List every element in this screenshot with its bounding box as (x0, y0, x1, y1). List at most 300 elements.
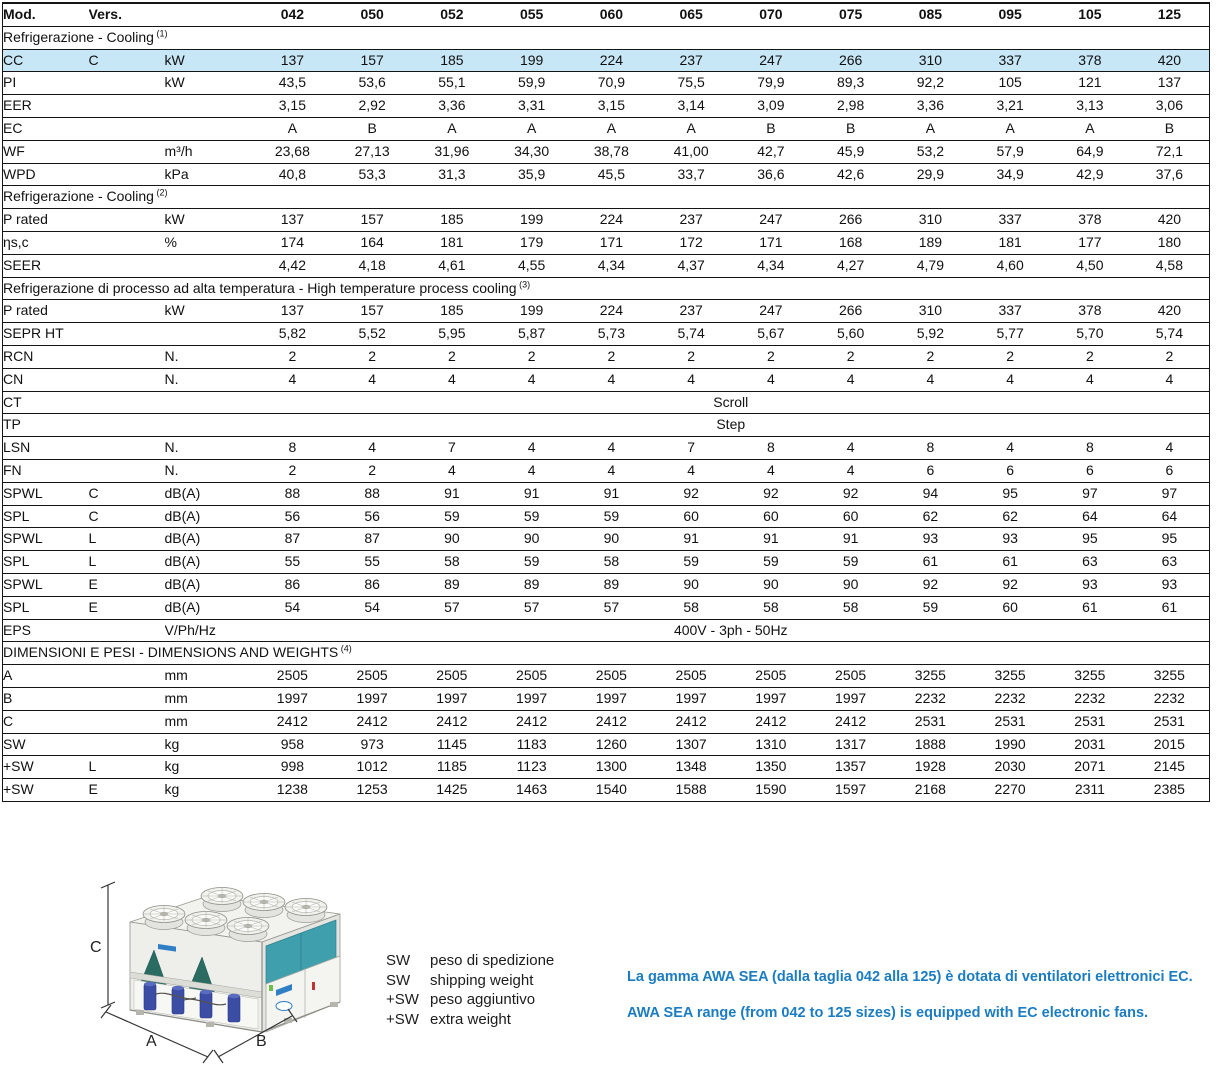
cell-value: 36,6 (731, 163, 811, 186)
row-unit: dB(A) (165, 551, 253, 574)
cell-value: 3,36 (891, 95, 971, 118)
cell-value: 8 (253, 437, 333, 460)
cell-value: 4 (572, 459, 652, 482)
cell-value: 157 (332, 49, 412, 72)
cell-value: 4 (332, 437, 412, 460)
cell-value: A (1050, 117, 1130, 140)
cell-value: A (651, 117, 731, 140)
cell-value: 53,2 (891, 140, 971, 163)
cell-value: 185 (412, 209, 492, 232)
cell-value: 4,34 (731, 254, 811, 277)
cell-value: 2505 (811, 665, 891, 688)
table-row (3, 665, 1210, 688)
cell-value: 5,87 (492, 323, 572, 346)
cell-value: 973 (332, 733, 412, 756)
cell-value: 55,1 (412, 72, 492, 95)
cell-value: 23,68 (253, 140, 333, 163)
cell-value: 2505 (492, 665, 572, 688)
cell-value: 998 (253, 756, 333, 779)
cell-value: 420 (1130, 209, 1210, 232)
legend-text: extra weight (430, 1010, 511, 1028)
cell-value: 55 (253, 551, 333, 574)
cell-value: 89 (412, 573, 492, 596)
row-label: P rated (3, 300, 89, 323)
row-unit: mm (165, 665, 253, 688)
chiller-figure (88, 854, 394, 1066)
cell-value: A (572, 117, 652, 140)
cell-value: 4 (731, 459, 811, 482)
row-label: B (3, 687, 89, 710)
cell-value: 60 (651, 505, 731, 528)
cell-value: 1997 (253, 687, 333, 710)
cell-value: 2,98 (811, 95, 891, 118)
cell-value: 5,73 (572, 323, 652, 346)
cell-value: 70,9 (572, 72, 652, 95)
cell-value: 1997 (811, 687, 891, 710)
cell-value: 266 (811, 209, 891, 232)
cell-value: 181 (970, 231, 1050, 254)
row-unit: N. (165, 437, 253, 460)
cell-value: 92 (651, 482, 731, 505)
cell-value: 2071 (1050, 756, 1130, 779)
cell-value: 4 (731, 368, 811, 391)
row-vers (89, 687, 165, 710)
cell-value: 58 (811, 596, 891, 619)
cell-value: 95 (1050, 528, 1130, 551)
cell-value: 1888 (891, 733, 971, 756)
cell-value: 56 (332, 505, 412, 528)
cell-value: A (891, 117, 971, 140)
cell-value: 60 (731, 505, 811, 528)
cell-value: 55 (332, 551, 412, 574)
cell-value: 92 (970, 573, 1050, 596)
row-unit (165, 414, 253, 437)
cell-value: 5,77 (970, 323, 1050, 346)
cell-value: 59 (572, 505, 652, 528)
cell-value: 2 (1050, 345, 1130, 368)
header-model-042: 042 (253, 3, 333, 26)
table-row (3, 733, 1210, 756)
cell-value: 2,92 (332, 95, 412, 118)
dimension-line-c (101, 882, 115, 1008)
cell-value: 27,13 (332, 140, 412, 163)
cell-value: A (492, 117, 572, 140)
header-model-055: 055 (492, 3, 572, 26)
cell-value: 56 (253, 505, 333, 528)
cell-value: 4 (492, 368, 572, 391)
cell-value: 60 (811, 505, 891, 528)
cell-value: 4,58 (1130, 254, 1210, 277)
ec-fan-notes (627, 969, 1207, 1021)
cell-value: 1260 (572, 733, 652, 756)
cell-value: 2 (731, 345, 811, 368)
cell-value: 2385 (1130, 779, 1210, 802)
cell-value: 1238 (253, 779, 333, 802)
table-row (3, 437, 1210, 460)
cell-value: 64 (1130, 505, 1210, 528)
cell-value: 91 (412, 482, 492, 505)
table-row (3, 49, 1210, 72)
cell-value: 1350 (731, 756, 811, 779)
row-vers (89, 665, 165, 688)
row-unit: % (165, 231, 253, 254)
cell-value: 59 (492, 505, 572, 528)
cell-value: 105 (970, 72, 1050, 95)
row-vers (89, 459, 165, 482)
cell-value: 4 (970, 368, 1050, 391)
legend-key: +SW (386, 1010, 419, 1028)
row-label: SPWL (3, 528, 89, 551)
cell-value: 6 (970, 459, 1050, 482)
cell-value: 33,7 (651, 163, 731, 186)
row-unit (165, 254, 253, 277)
header-model-105: 105 (1050, 3, 1130, 26)
row-unit: dB(A) (165, 596, 253, 619)
cell-value: 1310 (731, 733, 811, 756)
row-unit: dB(A) (165, 505, 253, 528)
cell-value: 94 (891, 482, 971, 505)
cell-value: 1300 (572, 756, 652, 779)
cell-value: 2531 (1050, 710, 1130, 733)
table-row (3, 596, 1210, 619)
row-vers (89, 619, 165, 642)
cell-value: 97 (1130, 482, 1210, 505)
cell-value: 337 (970, 49, 1050, 72)
cell-value: 59 (492, 551, 572, 574)
cell-value: 92 (891, 573, 971, 596)
cell-value: B (811, 117, 891, 140)
row-vers (89, 72, 165, 95)
cell-value: 378 (1050, 209, 1130, 232)
cell-value: 59 (412, 505, 492, 528)
row-label: EER (3, 95, 89, 118)
section-row (3, 26, 1210, 49)
row-vers (89, 414, 165, 437)
cell-value: 137 (253, 49, 333, 72)
cell-value: 86 (332, 573, 412, 596)
row-label: SEPR HT (3, 323, 89, 346)
cell-value: 185 (412, 300, 492, 323)
row-label: +SW (3, 756, 89, 779)
cell-value: 337 (970, 300, 1050, 323)
cell-value: 59 (731, 551, 811, 574)
row-unit: mm (165, 687, 253, 710)
header-model-125: 125 (1130, 3, 1210, 26)
row-label: WF (3, 140, 89, 163)
cell-value: 3,13 (1050, 95, 1130, 118)
cell-value: 2 (332, 345, 412, 368)
cell-value: 89,3 (811, 72, 891, 95)
cell-value: 93 (1050, 573, 1130, 596)
cell-value: 2 (970, 345, 1050, 368)
row-unit: kPa (165, 163, 253, 186)
row-label: SPL (3, 551, 89, 574)
table-row (3, 619, 1210, 642)
cell-value: 60 (970, 596, 1050, 619)
cell-value: 4 (811, 437, 891, 460)
row-unit (165, 95, 253, 118)
cell-value: 2270 (970, 779, 1050, 802)
cell-value: 266 (811, 300, 891, 323)
cell-value: 3255 (891, 665, 971, 688)
cell-value: 3,15 (572, 95, 652, 118)
cell-value: 171 (572, 231, 652, 254)
table-row (3, 779, 1210, 802)
cell-value: 1317 (811, 733, 891, 756)
header-model-095: 095 (970, 3, 1050, 26)
table-row (3, 231, 1210, 254)
header-vers: Vers. (89, 3, 165, 26)
cell-value: 91 (492, 482, 572, 505)
cell-value: 3,06 (1130, 95, 1210, 118)
legend-item (386, 951, 554, 971)
cell-value: 157 (332, 300, 412, 323)
row-label: TP (3, 414, 89, 437)
cell-value: 42,6 (811, 163, 891, 186)
row-vers: C (89, 505, 165, 528)
cell-value: 247 (731, 49, 811, 72)
cell-value: 1540 (572, 779, 652, 802)
cell-value: 1997 (572, 687, 652, 710)
cell-value: 4,37 (651, 254, 731, 277)
note-english: AWA SEA range (from 042 to 125 sizes) is equipped with EC electronic fans. (627, 1005, 1149, 1021)
cell-value: 88 (253, 482, 333, 505)
table-row (3, 323, 1210, 346)
cell-value: 121 (1050, 72, 1130, 95)
cell-value: 1997 (492, 687, 572, 710)
header-unit (165, 3, 253, 26)
cell-value: 181 (412, 231, 492, 254)
cell-value: B (1130, 117, 1210, 140)
row-span-value: 400V - 3ph - 50Hz (253, 619, 1210, 642)
cell-value: 6 (1050, 459, 1130, 482)
cell-value: 185 (412, 49, 492, 72)
row-vers: L (89, 551, 165, 574)
cell-value: 224 (572, 49, 652, 72)
table-header-row (3, 3, 1210, 26)
cell-value: 43,5 (253, 72, 333, 95)
cell-value: 90 (811, 573, 891, 596)
legend-item (386, 971, 554, 991)
cell-value: 1012 (332, 756, 412, 779)
row-vers (89, 437, 165, 460)
legend-text: peso aggiuntivo (430, 991, 536, 1008)
cell-value: 90 (572, 528, 652, 551)
cell-value: 4 (1130, 368, 1210, 391)
row-unit: dB(A) (165, 482, 253, 505)
cell-value: 5,82 (253, 323, 333, 346)
dim-label-a: A (146, 1033, 157, 1050)
cell-value: 4 (253, 368, 333, 391)
cell-value: 310 (891, 49, 971, 72)
cell-value: 5,67 (731, 323, 811, 346)
row-unit: V/Ph/Hz (165, 619, 253, 642)
cell-value: 7 (651, 437, 731, 460)
row-unit: kW (165, 49, 253, 72)
cell-value: 2 (253, 459, 333, 482)
row-label: SW (3, 733, 89, 756)
cell-value: 237 (651, 209, 731, 232)
cell-value: 53,3 (332, 163, 412, 186)
header-model-070: 070 (731, 3, 811, 26)
table-row (3, 482, 1210, 505)
cell-value: 4,34 (572, 254, 652, 277)
section-label: Refrigerazione - Cooling $^{(1)}$ (3, 26, 1210, 49)
cell-value: 3255 (1050, 665, 1130, 688)
row-vers: E (89, 573, 165, 596)
cell-value: B (731, 117, 811, 140)
cell-value: 1597 (811, 779, 891, 802)
cell-value: 58 (731, 596, 811, 619)
cell-value: 237 (651, 300, 731, 323)
cell-value: 174 (253, 231, 333, 254)
row-label: ηs,c (3, 231, 89, 254)
cell-value: 90 (412, 528, 492, 551)
cell-value: 1183 (492, 733, 572, 756)
cell-value: A (970, 117, 1050, 140)
table-row (3, 756, 1210, 779)
row-label: SPL (3, 596, 89, 619)
cell-value: 40,8 (253, 163, 333, 186)
row-unit (165, 391, 253, 414)
table-row (3, 687, 1210, 710)
cell-value: 224 (572, 209, 652, 232)
legend-key: SW (386, 971, 411, 989)
cell-value: 93 (1130, 573, 1210, 596)
cell-value: 87 (332, 528, 412, 551)
table-row (3, 163, 1210, 186)
cell-value: 34,9 (970, 163, 1050, 186)
cell-value: 6 (891, 459, 971, 482)
table-row (3, 414, 1210, 437)
cell-value: 97 (1050, 482, 1130, 505)
table-row (3, 710, 1210, 733)
header-model-085: 085 (891, 3, 971, 26)
cell-value: 1928 (891, 756, 971, 779)
cell-value: 79,9 (731, 72, 811, 95)
cell-value: 95 (1130, 528, 1210, 551)
row-unit: N. (165, 368, 253, 391)
cell-value: 420 (1130, 49, 1210, 72)
cell-value: 3,14 (651, 95, 731, 118)
cell-value: 3,31 (492, 95, 572, 118)
section-row (3, 186, 1210, 209)
cell-value: 1425 (412, 779, 492, 802)
row-label: SPL (3, 505, 89, 528)
cell-value: 337 (970, 209, 1050, 232)
cell-value: 93 (891, 528, 971, 551)
row-vers: C (89, 49, 165, 72)
cell-value: 63 (1130, 551, 1210, 574)
row-label: CN (3, 368, 89, 391)
cell-value: 59 (811, 551, 891, 574)
cell-value: 58 (651, 596, 731, 619)
row-label: +SW (3, 779, 89, 802)
cell-value: 4,50 (1050, 254, 1130, 277)
cell-value: 61 (970, 551, 1050, 574)
cell-value: 5,60 (811, 323, 891, 346)
cell-value: 2412 (253, 710, 333, 733)
cell-value: 91 (731, 528, 811, 551)
cell-value: 61 (891, 551, 971, 574)
row-label: FN (3, 459, 89, 482)
cell-value: 3,36 (412, 95, 492, 118)
cell-value: 1357 (811, 756, 891, 779)
row-unit: dB(A) (165, 528, 253, 551)
table-row (3, 368, 1210, 391)
cell-value: A (412, 117, 492, 140)
row-vers (89, 254, 165, 277)
dim-label-c: C (90, 939, 102, 956)
section-label: Refrigerazione - Cooling $^{(2)}$ (3, 186, 1210, 209)
cell-value: 5,95 (412, 323, 492, 346)
row-vers (89, 710, 165, 733)
cell-value: 8 (891, 437, 971, 460)
row-vers: C (89, 482, 165, 505)
row-label: PI (3, 72, 89, 95)
cell-value: 4 (651, 459, 731, 482)
cell-value: 2 (1130, 345, 1210, 368)
row-unit: kW (165, 300, 253, 323)
row-unit (165, 323, 253, 346)
cell-value: 31,3 (412, 163, 492, 186)
cell-value: 54 (332, 596, 412, 619)
row-label: CC (3, 49, 89, 72)
cell-value: 1253 (332, 779, 412, 802)
cell-value: 29,9 (891, 163, 971, 186)
cell-value: 2531 (891, 710, 971, 733)
cell-value: 224 (572, 300, 652, 323)
cell-value: 1348 (651, 756, 731, 779)
cell-value: 6 (1130, 459, 1210, 482)
cell-value: 63 (1050, 551, 1130, 574)
cell-value: 5,74 (1130, 323, 1210, 346)
cell-value: 58 (412, 551, 492, 574)
cell-value: 58 (572, 551, 652, 574)
cell-value: 5,70 (1050, 323, 1130, 346)
cell-value: 1307 (651, 733, 731, 756)
cell-value: 37,6 (1130, 163, 1210, 186)
cell-value: 2531 (1130, 710, 1210, 733)
header-model-050: 050 (332, 3, 412, 26)
cell-value: 35,9 (492, 163, 572, 186)
table-row (3, 117, 1210, 140)
cell-value: 2412 (811, 710, 891, 733)
cell-value: 59 (891, 596, 971, 619)
table-row (3, 95, 1210, 118)
cell-value: 1588 (651, 779, 731, 802)
cell-value: 45,5 (572, 163, 652, 186)
cell-value: 2412 (492, 710, 572, 733)
cell-value: 61 (1050, 596, 1130, 619)
cell-value: 137 (253, 300, 333, 323)
cell-value: 310 (891, 209, 971, 232)
table-row (3, 300, 1210, 323)
cell-value: 958 (253, 733, 333, 756)
cell-value: 4,42 (253, 254, 333, 277)
legend-text: shipping weight (430, 971, 534, 989)
cell-value: 53,6 (332, 72, 412, 95)
cell-value: 5,52 (332, 323, 412, 346)
row-vers (89, 391, 165, 414)
cell-value: 2311 (1050, 779, 1130, 802)
row-unit: dB(A) (165, 573, 253, 596)
cell-value: 91 (572, 482, 652, 505)
cell-value: 41,00 (651, 140, 731, 163)
row-vers (89, 368, 165, 391)
section-label: DIMENSIONI E PESI - DIMENSIONS AND WEIGHTS $^{(4)}$ (3, 642, 1210, 665)
cell-value: 2505 (332, 665, 412, 688)
